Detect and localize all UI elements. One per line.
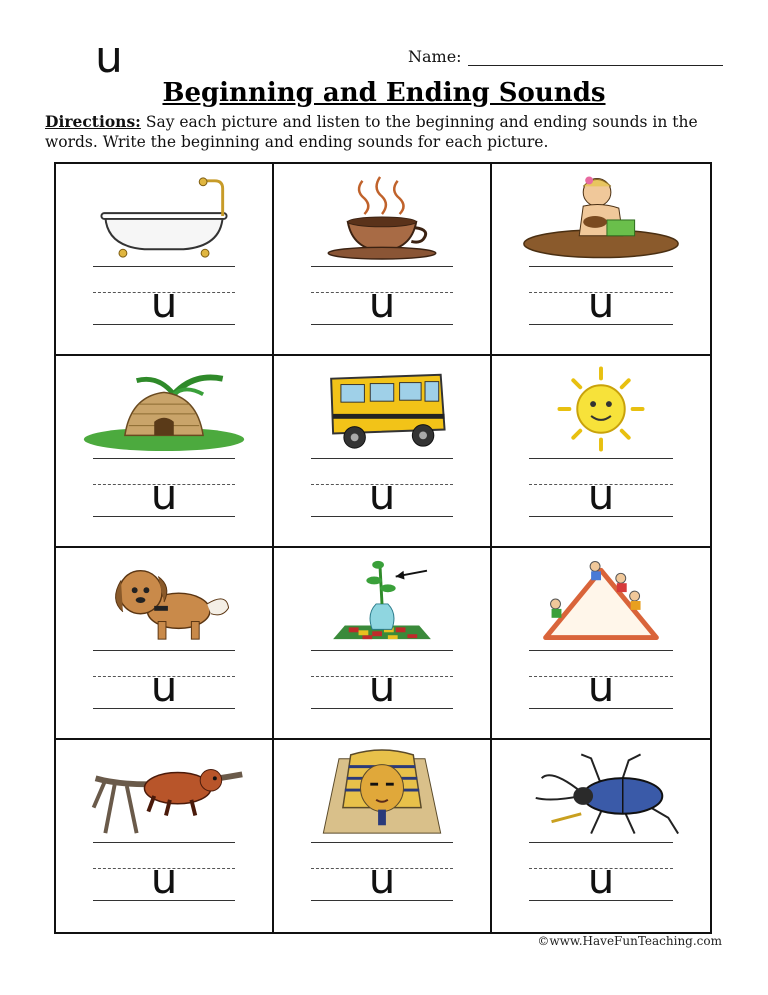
copyright-footer: ©www.HaveFunTeaching.com (537, 934, 722, 948)
triangle-picture (512, 556, 690, 646)
page-title: Beginning and Ending Sounds (162, 78, 606, 108)
picture-cell (56, 164, 274, 356)
bus-picture (294, 364, 470, 454)
writing-lines[interactable] (311, 266, 453, 328)
vowel-letter: u (587, 470, 615, 519)
directions-text: Say each picture and listen to the beginning and ending sounds in the words. Write the beginning and ending sounds for each picture. (45, 113, 698, 151)
picture-cell (56, 548, 274, 740)
pharaoh-mask-picture (294, 748, 470, 838)
picture-cell (274, 164, 492, 356)
hut-picture (76, 364, 252, 454)
writing-lines[interactable] (529, 266, 673, 328)
worksheet-letter: u (95, 32, 123, 83)
vowel-letter: u (150, 278, 178, 327)
picture-cell (492, 356, 710, 548)
vowel-letter: u (150, 662, 178, 711)
bug-picture (512, 748, 690, 838)
vowel-letter: u (587, 854, 615, 903)
name-write-line[interactable] (468, 49, 723, 66)
sun-picture (512, 364, 690, 454)
picture-cell (274, 740, 492, 932)
picture-cell (56, 356, 274, 548)
picture-cell (56, 740, 274, 932)
name-field[interactable] (408, 44, 723, 66)
writing-lines[interactable] (93, 266, 235, 328)
picture-cell (492, 164, 710, 356)
picture-cell (492, 740, 710, 932)
directions-label: Directions: (45, 112, 141, 131)
vowel-letter: u (368, 854, 396, 903)
bathtub-picture (76, 172, 252, 262)
writing-lines[interactable] (529, 650, 673, 712)
writing-lines[interactable] (93, 458, 235, 520)
coffee-cup-picture (294, 172, 470, 262)
bear-on-branch-picture (76, 748, 252, 838)
writing-lines[interactable] (311, 842, 453, 904)
writing-lines[interactable] (93, 650, 235, 712)
writing-lines[interactable] (93, 842, 235, 904)
vowel-letter: u (368, 470, 396, 519)
writing-lines[interactable] (311, 458, 453, 520)
picture-cell (274, 356, 492, 548)
vowel-letter: u (368, 662, 396, 711)
writing-lines[interactable] (529, 842, 673, 904)
puppy-picture (76, 556, 252, 646)
picture-cell (274, 548, 492, 740)
writing-lines[interactable] (529, 458, 673, 520)
vowel-letter: u (150, 854, 178, 903)
vowel-letter: u (587, 662, 615, 711)
plant-stem-picture (294, 556, 470, 646)
writing-lines[interactable] (311, 650, 453, 712)
picture-cell (492, 548, 710, 740)
vowel-letter: u (150, 470, 178, 519)
directions (45, 112, 735, 152)
picture-grid (54, 162, 712, 934)
child-in-mud-picture (512, 172, 690, 262)
vowel-letter: u (587, 278, 615, 327)
name-label: Name: (408, 47, 462, 66)
vowel-letter: u (368, 278, 396, 327)
